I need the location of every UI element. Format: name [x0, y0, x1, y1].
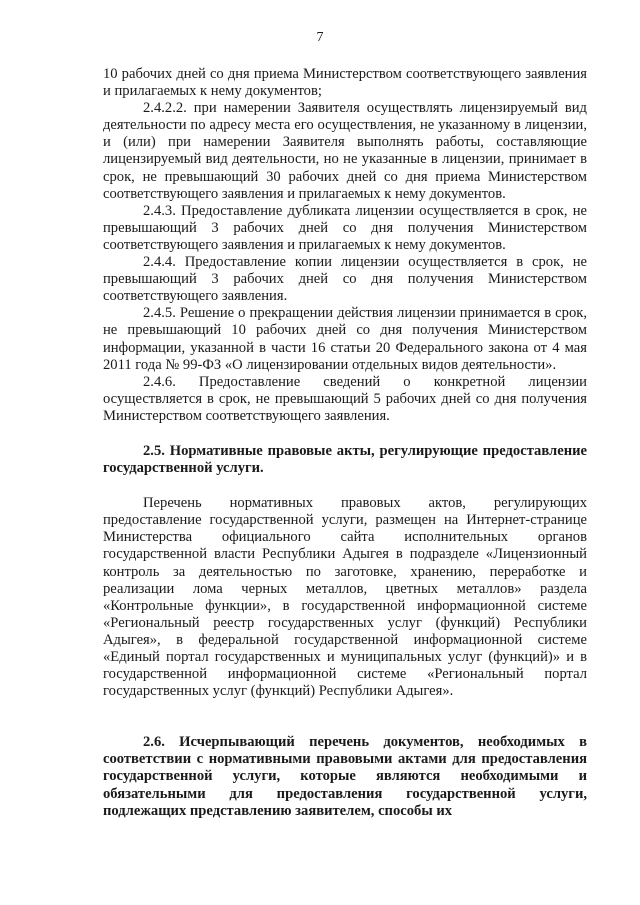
paragraph-continuation: 10 рабочих дней со дня приема Министерством соответствующего заявления и прилагаемых к нему документов;	[103, 66, 587, 100]
paragraph-2-4-2-2: 2.4.2.2. при намерении Заявителя осуществлять лицензируемый вид деятельности по адресу места его осуществления, не указанному в лицензии, и (или) при намерении Заявителя выполнять работы, составляющие лицензируемый вид деятельности, но не указанные в лицензии, принимает в срок, не превышающий 30 рабочих дней со дня приема Министерством соответствующего заявления и прилагаемых к нему документов.	[103, 100, 587, 202]
section-2-6-heading: 2.6. Исчерпывающий перечень документов, необходимых в соответствии с нормативными правовыми актами для предоставления государственной услуги, которые являются необходимыми и обязательными для предоставления государственной услуги, подлежащих представлению заявителем, способы их	[103, 734, 587, 819]
paragraph-2-4-4: 2.4.4. Предоставление копии лицензии осуществляется в срок, не превышающий 3 рабочих дней со дня получения Министерством соответствующего заявления.	[103, 254, 587, 305]
paragraph-2-4-5: 2.4.5. Решение о прекращении действия лицензии принимается в срок, не превышающий 10 рабочих дней со дня получения Министерством информации, указанной в части 16 статьи 20 Федерального закона от 4 мая 2011 года № 99-ФЗ «О лицензировании отдельных видов деятельности».	[103, 305, 587, 373]
paragraph-2-4-6: 2.4.6. Предоставление сведений о конкретной лицензии осуществляется в срок, не превышающий 5 рабочих дней со дня получения Министерством соответствующего заявления.	[103, 373, 587, 424]
page-number: 7	[316, 30, 324, 45]
section-2-5-body: Перечень нормативных правовых актов, регулирующих предоставление государственной услуги, размещен на Интернет-странице Министерства официального сайта исполнительных органов государственной власти Республики Адыгея в подразделе «Лицензионный контроль за деятельностью по заготовке, хранению, переработке и реализации лома черных металлов, цветных металлов» раздела «Контрольные функции», в государственной информационной системе «Региональный реестр государственных услуг (функций) Республики Адыгея», в федеральной государственной информационной системе «Единый портал государственных и муниципальных услуг (функций)» и в государственной информационной системе «Региональный портал государственных услуг (функций) Республики Адыгея».	[103, 495, 587, 700]
paragraph-2-4-3: 2.4.3. Предоставление дубликата лицензии осуществляется в срок, не превышающий 3 рабочих дней со дня получения Министерством соответствующего заявления и прилагаемых к нему документов.	[103, 202, 587, 253]
document-body	[103, 66, 587, 820]
section-2-5-heading: 2.5. Нормативные правовые акты, регулирующие предоставление государственной услуги.	[103, 442, 587, 477]
